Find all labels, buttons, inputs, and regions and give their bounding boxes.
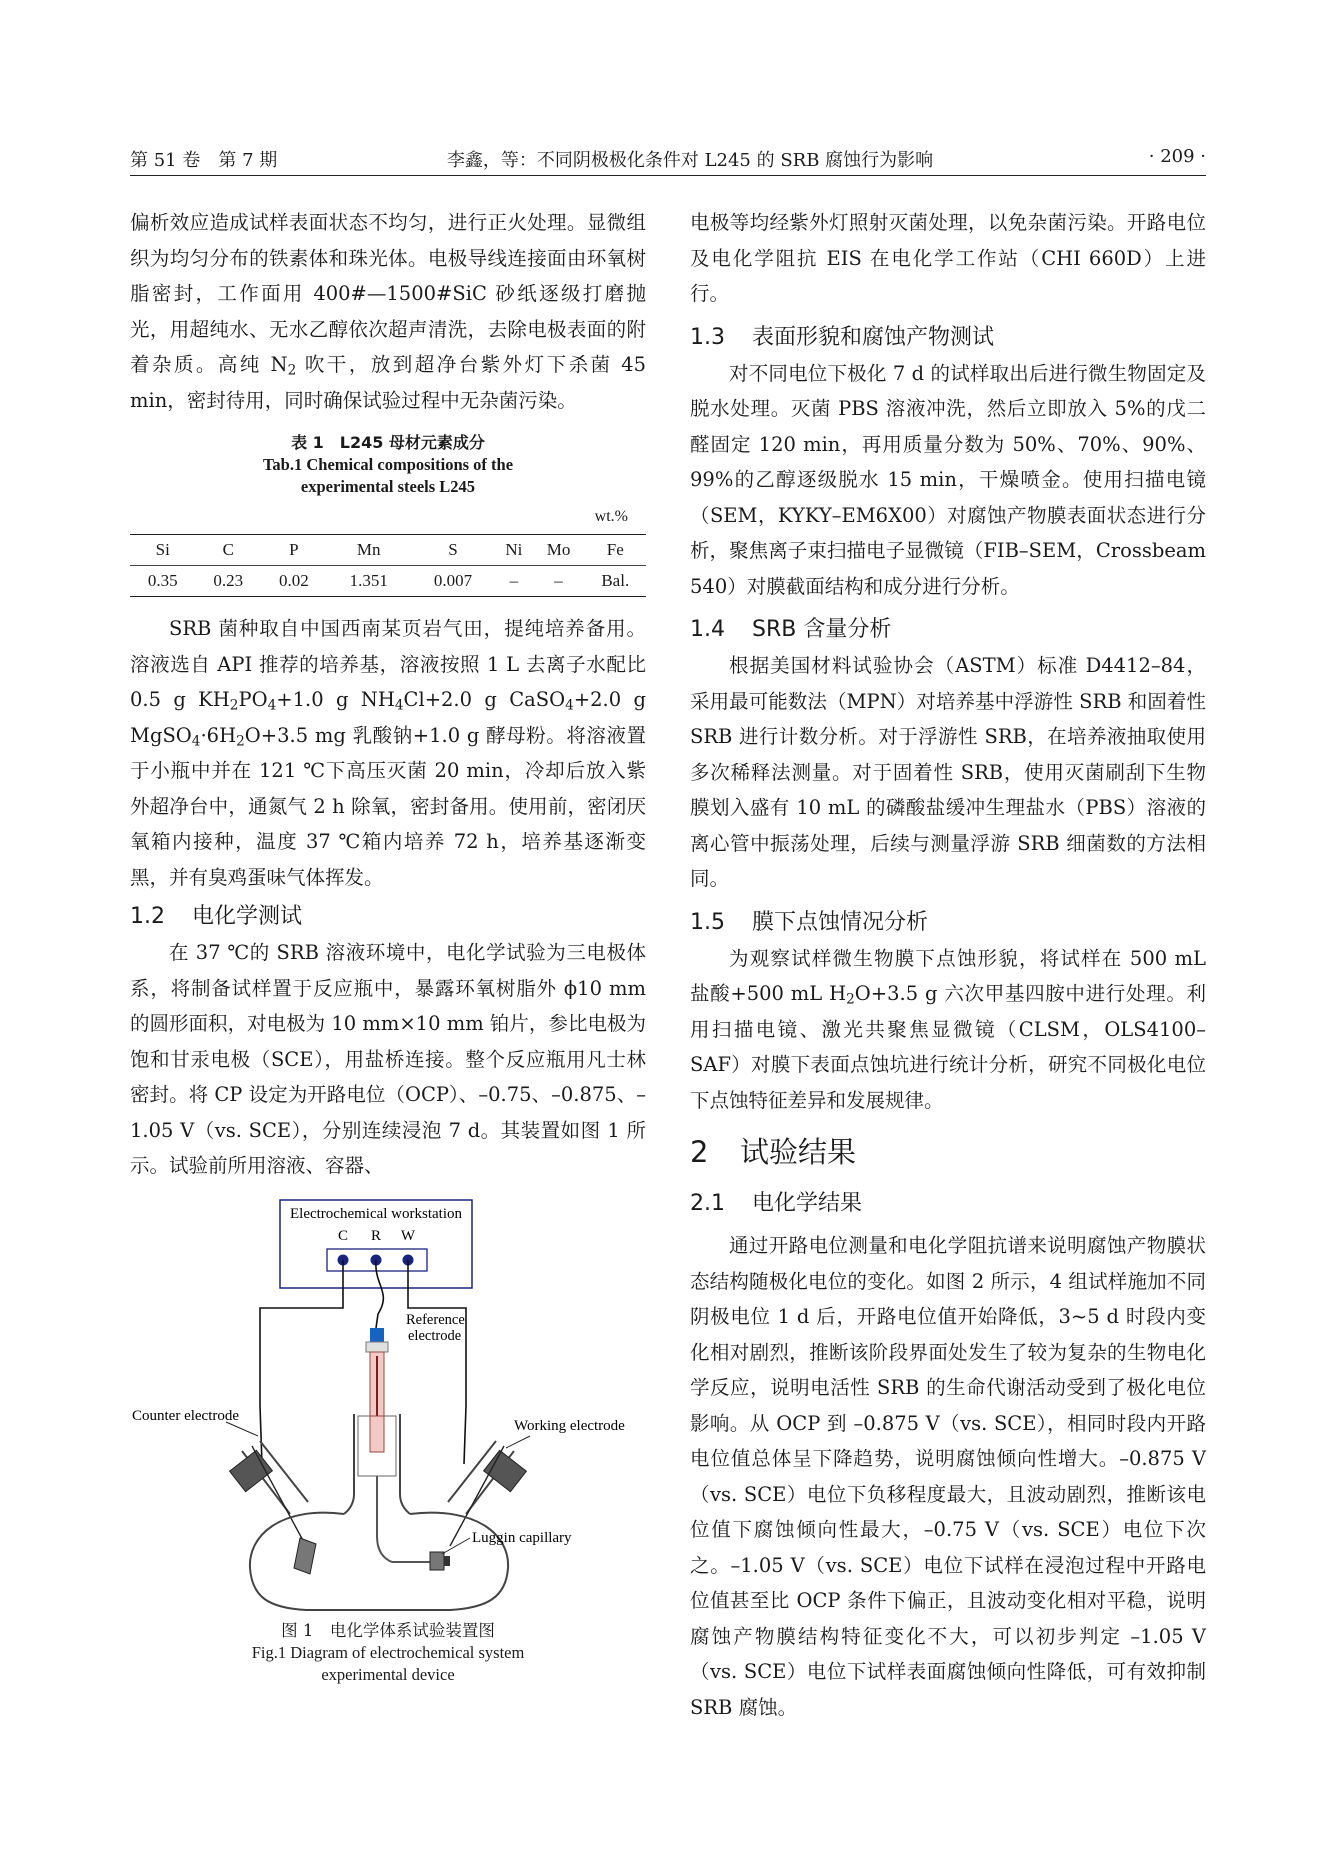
header-title: 李鑫，等：不同阴极极化条件对 L245 的 SRB 腐蚀行为影响 xyxy=(446,150,934,171)
counter-electrode-label: Counter electrode xyxy=(132,1407,240,1424)
luggin-capillary-tube xyxy=(377,1476,430,1562)
section-heading-1-4: 1.4 SRB 含量分析 xyxy=(690,617,892,642)
terminal-c-label: C xyxy=(337,1227,349,1244)
table-cell: 1.351 xyxy=(349,571,388,590)
figure-caption xyxy=(130,1620,646,1686)
figure-1 xyxy=(130,1196,646,1686)
left-column xyxy=(130,205,646,1686)
table-caption xyxy=(130,432,646,498)
center-neck-right xyxy=(400,1414,410,1514)
table-header-cell: Ni xyxy=(505,540,523,559)
table-cell: – xyxy=(554,571,563,590)
header-rule xyxy=(130,175,1206,176)
table-cell: – xyxy=(509,571,519,590)
table-row xyxy=(130,566,646,597)
apparatus-diagram xyxy=(130,1196,646,1614)
counter-electrode-plate xyxy=(294,1538,316,1574)
working-electrode-label: Working electrode xyxy=(514,1417,625,1434)
working-electrode-sample xyxy=(430,1552,444,1570)
composition-table xyxy=(130,534,646,597)
paragraph-specimen-prep: 偏析效应造成试样表面状态不均匀，进行正火处理。显微组织为均匀分布的铁素体和珠光体。电极导线连接面由环氧树脂密封，工作面用 400#—1500#SiC 砂纸逐级打磨抛光，用超纯水、无水乙醇依次超声清洗，去除电极表面的附着杂质。高纯 $N_2$ 吹干，放到超净台紫外灯下杀菌 45 min，密封待用，同时确保试验过程中无杂菌污染。 xyxy=(130,211,646,412)
table-header-cell: Fe xyxy=(606,540,624,559)
table-caption-en-2: experimental steels L245 xyxy=(300,477,476,496)
section-heading-2: 2 试验结果 xyxy=(690,1135,857,1169)
paragraph-srb-content: 根据美国材料试验协会（ASTM）标准 D4412–84，采用最可能数法（MPN）对培养基中浮游性 SRB 和固着性 SRB 进行计数分析。对于浮游性 SRB，在培养液抽取使用多次稀释法测量。对于固着性 SRB，使用灭菌刷刮下生物膜划入盛有 10 mL 的磷酸盐缓冲生理盐水（PBS）溶液的离心管中振荡处理，后续与测量浮游 SRB 细菌数的方法相同。 xyxy=(690,654,1206,890)
workstation-label: Electrochemical workstation xyxy=(289,1205,463,1222)
paragraph-pitting-analysis: 为观察试样微生物膜下点蚀形貌，将试样在 500 mL 盐酸+500 mL $H_2O+3.5$ g 六次甲基四胺中进行处理。利用扫描电镜、激光共聚焦显微镜（CLSM，OLS4100–SAF）对膜下表面点蚀坑进行统计分析，研究不同极化电位下点蚀特征差异和发展规律。 xyxy=(690,946,1206,1112)
header-page-number: · 209 · xyxy=(1148,146,1206,167)
paragraph-srb-culture: SRB 菌种取自中国西南某页岩气田，提纯培养备用。溶液选自 API 推荐的培养基，溶液按照 1 L 去离子水配比 0.5 g $KH_2PO_4+1.0$ g $NH_4Cl+2.0$ g CaSO$_4$+2.0 g $MgSO_4\cdot 6H_2O+3.5$ mg 乳酸钠+1.0 g 酵母粉。将溶液置于小瓶中并在 121 ℃下高压灭菌 20 min，冷却后放入紫外超净台中，通氮气 2 h 除氧，密封备用。使用前，密闭厌氧箱内接种，温度 37 ℃箱内培养 72 h，培养基逐渐变黑，并有臭鸡蛋味气体挥发。 xyxy=(130,617,646,889)
table-header-cell: Mo xyxy=(546,540,571,559)
center-neck-left xyxy=(344,1414,354,1514)
reference-cap xyxy=(370,1328,384,1342)
figure-caption-en-2: experimental device xyxy=(321,1664,455,1684)
table-cell: Bal. xyxy=(601,571,630,590)
header-volume-issue: 第 51 卷 第 7 期 xyxy=(130,150,278,171)
table-caption-en-1: Tab.1 Chemical compositions of the xyxy=(262,455,514,474)
figure-caption-en-1: Fig.1 Diagram of electrochemical system xyxy=(251,1642,525,1662)
left-neck xyxy=(230,1441,316,1574)
paragraph-electrochem-results: 通过开路电位测量和电化学阻抗谱来说明腐蚀产物膜状态结构随极化电位的变化。如图 2 所示，4 组试样施加不同阴极电位 1 d 后，开路电位值开始降低，3~5 d 时段内变化相对剧烈，推断该阶段界面处发生了较为复杂的生物电化学反应，说明电活性 SRB 的生命代谢活动受到了极化电位影响。从 OCP 到 –0.875 V（vs. SCE），相同时段内开路电位值总体呈下降趋势，说明腐蚀倾向性增大。–0.875 V（vs. SCE）电位下负移程度最大，且波动剧烈，推断该电位值下腐蚀倾向性最大，–0.75 V（vs. SCE）电位下次之。–1.05 V（vs. SCE）电位下试样在浸泡过程中开路电位值甚至比 OCP 条件下偏正，且波动变化相对平稳，说明腐蚀产物膜结构特征变化不大，可以初步判定 –1.05 V（vs. SCE）电位下试样表面腐蚀倾向性降低，可有效抑制 SRB 腐蚀。 xyxy=(690,1234,1206,1719)
table-unit: wt.% xyxy=(594,508,628,525)
section-heading-2-1: 2.1 电化学结果 xyxy=(690,1191,863,1216)
terminal-w-label: W xyxy=(400,1227,416,1244)
salt-bridge-fill xyxy=(370,1416,384,1452)
figure-caption-cn: 图 1 电化学体系试验装置图 xyxy=(281,1620,495,1640)
section-heading-1-2: 1.2 电化学测试 xyxy=(130,904,303,929)
table-caption-cn: 表 1 L245 母材元素成分 xyxy=(291,433,485,452)
table-header-cell: Mn xyxy=(356,540,381,559)
terminal-r-label: R xyxy=(370,1227,382,1244)
table-cell: 0.007 xyxy=(433,571,473,590)
luggin-capillary-label: Luggin capillary xyxy=(472,1529,572,1546)
table-cell: 0.23 xyxy=(213,571,244,590)
table-header-cell: S xyxy=(448,540,458,559)
table-header-row xyxy=(130,535,646,566)
table-cell: 0.02 xyxy=(278,571,309,590)
paragraph-surface-morphology: 对不同电位下极化 7 d 的试样取出后进行微生物固定及脱水处理。灭菌 PBS 溶液冲洗，然后立即放入 5%的戊二醛固定 120 min，再用质量分数为 50%、70%、90%、99%的乙醇逐级脱水 15 min，干燥喷金。使用扫描电镜（SEM，KYKY–EM6X00）对腐蚀产物膜表面状态进行分析，聚焦离子束扫描电子显微镜（FIB–SEM，Crossbeam 540）对膜截面结构和成分进行分析。 xyxy=(690,361,1206,598)
reference-joint xyxy=(366,1342,388,1352)
reference-label-1: Reference xyxy=(406,1311,465,1328)
right-column xyxy=(690,205,1206,1725)
table-cell: 0.35 xyxy=(147,571,178,590)
table-header-cell: P xyxy=(289,540,299,559)
working-wire xyxy=(408,1260,466,1464)
reaction-flask xyxy=(250,1512,508,1609)
paragraph-sterilization: 电极等均经紫外灯照射灭菌处理，以免杂菌污染。开路电位及电化学阻抗 EIS 在电化学工作站（CHI 660D）上进行。 xyxy=(690,211,1206,305)
table-header-cell: C xyxy=(222,540,234,559)
table-header-cell: Si xyxy=(155,540,170,559)
running-header xyxy=(130,142,1206,178)
reference-label-2: electrode xyxy=(408,1327,462,1344)
counter-wire xyxy=(260,1260,343,1464)
section-heading-1-5: 1.5 膜下点蚀情况分析 xyxy=(690,909,929,935)
paragraph-electrochem-test: 在 37 ℃的 SRB 溶液环境中，电化学试验为三电极体系，将制备试样置于反应瓶中，暴露环氧树脂外 ϕ10 mm 的圆形面积，对电极为 10 mm×10 mm 铂片，参比电极为饱和甘汞电极（SCE），用盐桥连接。整个反应瓶用凡士林密封。将 CP 设定为开路电位（OCP）、–0.75、–0.875、–1.05 V（vs. SCE），分别连续浸泡 7 d。其装置如图 1 所示。试验前所用溶液、容器、 xyxy=(130,941,646,1177)
section-heading-1-3: 1.3 表面形貌和腐蚀产物测试 xyxy=(690,324,995,350)
